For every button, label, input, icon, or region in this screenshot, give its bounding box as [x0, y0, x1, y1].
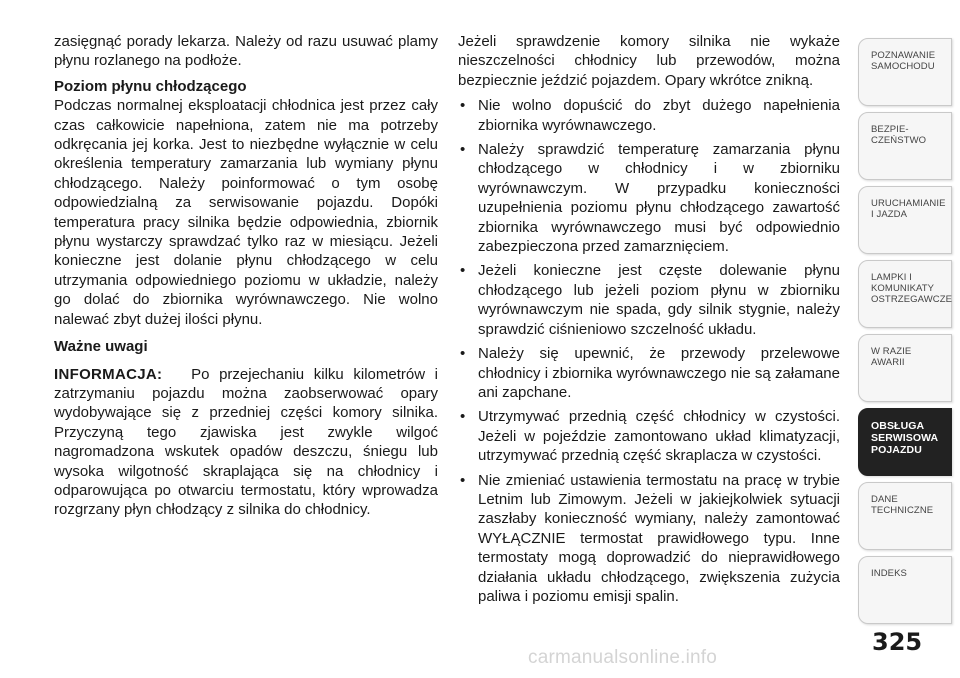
bullet-icon: •	[460, 408, 466, 426]
tab-poznawanie-samochodu[interactable]: POZNAWANIE SAMOCHODU	[858, 38, 952, 106]
section-heading-coolant-level: Poziom płynu chłodzącego	[54, 77, 247, 95]
list-item: • Nie wolno dopuścić do zbyt dużego napełnienia zbiornika wyrównawczego.	[460, 97, 840, 134]
chapter-sidebar	[858, 38, 956, 630]
list-item: • Należy sprawdzić temperaturę zamarzania płynu chłodzącego w chłodnicy i w zbiorniku wyrównawczym. W przypadku konieczności uzupełnienia poziomu płynu chłodzącego zawartość zbiornika wyrównawczego musi być odpowiednio zabezpieczona przed zamarznięciem.	[460, 141, 840, 256]
list-item: • Jeżeli konieczne jest częste dolewanie płynu chłodzącego lub jeżeli poziom płynu w zbiorniku wyrównawczym nie spada, gdy silnik stygnie, należy sprawdzić ciśnieniowo szczelność układu.	[460, 262, 840, 338]
tab-indeks[interactable]: INDEKS	[858, 556, 952, 624]
maintenance-bullet-list	[458, 96, 840, 606]
bullet-icon: •	[460, 97, 466, 115]
info-label: INFORMACJA:	[54, 365, 163, 383]
tab-uruchamianie-i-jazda[interactable]: URUCHAMIANIE I JAZDA	[858, 186, 952, 254]
bullet-icon: •	[460, 345, 466, 363]
right-column	[458, 32, 840, 611]
tab-dane-techniczne[interactable]: DANE TECHNICZNE	[858, 482, 952, 550]
tab-lampki-i-komunikaty[interactable]: LAMPKI I KOMUNIKATY OSTRZEGAWCZE	[858, 260, 952, 328]
list-item: • Nie zmieniać ustawienia termostatu na pracę w trybie Letnim lub Zimowym. Jeżeli w jakiejkolwiek sytuacji zaszłaby konieczność wymiany, należy zamontować WYŁĄCZNIE termostat prawidłowego typu. Inne termostaty mogą doprowadzić do nieprawidłowego działania układu chłodzącego, zwiększenia zużycia paliwa i poziomu emisji spalin.	[460, 471, 840, 605]
list-item: • Należy się upewnić, że przewody przelewowe chłodnicy i zbiornika wyrównawczego nie są załamane ani zapchane.	[460, 345, 840, 401]
tab-obsluga-serwisowa-pojazdu[interactable]: OBSŁUGA SERWISOWA POJAZDU	[858, 408, 952, 476]
list-item: • Utrzymywać przednią część chłodnicy w czystości. Jeżeli w pojeździe zamontowano układ klimatyzacji, utrzymywać przednią część skraplacza w czystości.	[460, 408, 840, 465]
left-column	[54, 32, 438, 526]
right-intro-paragraph: Jeżeli sprawdzenie komory silnika nie wykaże nieszczelności chłodnicy lub przewodów, można bezpiecznie jeździć pojazdem. Opary wkrótce znikną.	[458, 33, 840, 89]
tab-w-razie-awarii[interactable]: W RAZIE AWARII	[858, 334, 952, 402]
bullet-icon: •	[460, 471, 466, 489]
tab-bezpieczenstwo[interactable]: BEZPIE- CZEŃSTWO	[858, 112, 952, 180]
bullet-icon: •	[460, 141, 466, 159]
info-paragraph	[54, 365, 438, 520]
intro-paragraph: zasięgnąć porady lekarza. Należy od razu usuwać plamy płynu rozlanego na podłoże.	[54, 33, 438, 70]
page-number: 325	[872, 628, 923, 656]
important-notes-heading: Ważne uwagi	[54, 338, 148, 356]
coolant-level-paragraph: Podczas normalnej eksploatacji chłodnica jest przez cały czas całkowicie napełniona, zatem nie ma potrzeby odkręcania jej korka. Jest to niezbędne wyłącznie w celu określenia temperatury zamarzania lub wymiany płynu chłodzącego. Należy poinformować o tym osobę odpowiedzialną za serwisowanie pojazdu. Dopóki temperatura pracy silnika będzie odpowiednia, zbiornik płynu wystarczy sprawdzać tylko raz w miesiącu. Jeżeli konieczne jest dolanie płynu chłodzącego w celu utrzymania odpowiedniego poziomu w układzie, należy go dolać do zbiornika wyrównawczego. Nie wolno nalewać zbyt dużej ilości płynu.	[54, 97, 438, 328]
info-text: Po przejechaniu kilku kilometrów i zatrzymaniu pojazdu można zaobserwować opary wydobywające się z przedniej części komory silnika. Przyczyną tego zjawiska jest zwykle wilgoć nagromadzona wskutek opadów deszczu, śniegu lub wysoka wilgotność skraplająca się na chłodnicy i odparowująca po otwarciu termostatu, który wprowadza rozgrzany płyn chłodzący z silnika do chłodnicy.	[54, 365, 438, 519]
bullet-icon: •	[460, 262, 466, 280]
watermark: carmanualsonline.info	[528, 647, 718, 668]
